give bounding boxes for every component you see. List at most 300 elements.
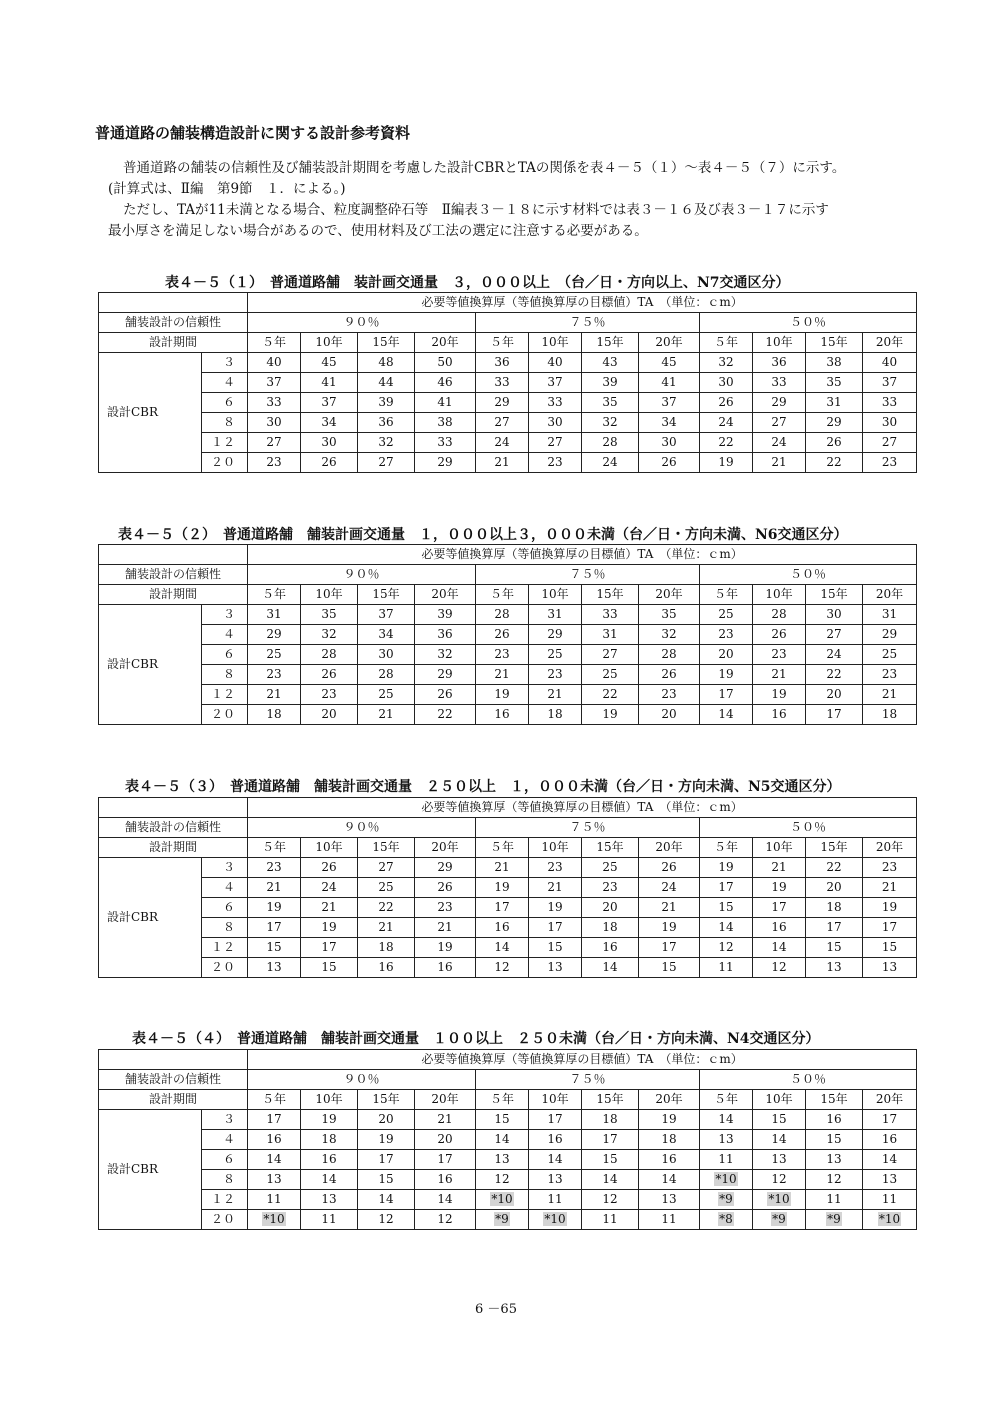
ta-value-cell: 28 [301, 645, 358, 665]
ta-value-cell: 21 [639, 898, 700, 918]
reliability-cell: ５０％ [700, 1070, 917, 1090]
ta-value-cell: 13 [700, 1130, 753, 1150]
ta-value-marked: *10 [768, 1192, 790, 1206]
cbr-value: １２ [202, 685, 248, 705]
ta-value-cell: 17 [358, 1150, 415, 1170]
ta-value-cell: 23 [582, 878, 639, 898]
ta-value-cell: 19 [753, 878, 806, 898]
ta-value-cell-marked [700, 1170, 753, 1190]
ta-value-cell: 23 [700, 625, 753, 645]
ta-value-cell: 19 [582, 705, 639, 725]
ta-value-cell: 12 [700, 938, 753, 958]
year-cell: 10年 [753, 333, 806, 353]
ta-value-cell: 37 [301, 393, 358, 413]
ta-value-cell-marked [476, 1210, 529, 1230]
ta-table-1 [98, 292, 917, 473]
ta-value-cell: 24 [301, 878, 358, 898]
ta-value-cell: 21 [476, 665, 529, 685]
ta-value-cell: 26 [476, 625, 529, 645]
ta-value-cell: 11 [582, 1210, 639, 1230]
reliability-cell: ７５％ [476, 313, 700, 333]
ta-value-marked: *9 [772, 1212, 786, 1226]
ta-value-cell: 16 [301, 1150, 358, 1170]
year-cell: ５年 [476, 1090, 529, 1110]
ta-value-cell: 17 [863, 918, 917, 938]
ta-table-2 [98, 544, 917, 725]
cbr-label: 設計CBR [99, 605, 202, 725]
year-cell: 10年 [529, 333, 582, 353]
ta-value-cell: 30 [806, 605, 863, 625]
ta-value-marked: *10 [491, 1192, 513, 1206]
ta-value-cell-marked [248, 1210, 301, 1230]
ta-value-cell: 37 [529, 373, 582, 393]
table-title-2: 表４－５（２） 普通道路舗 舗装計画交通量 １，０００以上３，０００未満（台／日・方向未満、N6交通区分） [118, 527, 848, 543]
ta-value-cell: 14 [415, 1190, 476, 1210]
year-cell: 15年 [582, 333, 639, 353]
ta-value-cell: 19 [248, 898, 301, 918]
ta-value-cell: 23 [529, 453, 582, 473]
ta-value-cell: 13 [806, 958, 863, 978]
ta-value-cell: 26 [639, 665, 700, 685]
ta-value-cell: 11 [639, 1210, 700, 1230]
ta-value-cell: 25 [863, 645, 917, 665]
ta-value-cell: 36 [358, 413, 415, 433]
ta-value-cell: 30 [863, 413, 917, 433]
ta-value-cell: 33 [863, 393, 917, 413]
ta-value-marked: *9 [719, 1192, 733, 1206]
ta-value-cell: 11 [301, 1210, 358, 1230]
ta-table-4 [98, 1049, 917, 1230]
ta-value-cell: 15 [753, 1110, 806, 1130]
ta-value-cell: 15 [806, 938, 863, 958]
ta-value-cell: 24 [753, 433, 806, 453]
ta-value-cell: 13 [529, 958, 582, 978]
ta-value-cell: 21 [358, 705, 415, 725]
ta-value-cell: 21 [415, 1110, 476, 1130]
ta-value-cell: 13 [248, 958, 301, 978]
ta-value-cell: 26 [301, 858, 358, 878]
ta-value-cell: 28 [358, 665, 415, 685]
ta-value-cell: 30 [358, 645, 415, 665]
year-cell: 15年 [806, 1090, 863, 1110]
page-number: 6 －65 [475, 1302, 517, 1317]
reliability-cell: ７５％ [476, 1070, 700, 1090]
ta-value-cell: 21 [863, 685, 917, 705]
table-row [99, 1210, 917, 1230]
ta-value-cell: 16 [415, 958, 476, 978]
ta-value-cell: 12 [358, 1210, 415, 1230]
cbr-label: 設計CBR [99, 353, 202, 473]
ta-value-cell: 45 [639, 353, 700, 373]
ta-value-cell: 21 [358, 918, 415, 938]
cbr-value: ４ [202, 1130, 248, 1150]
ta-value-cell: 14 [301, 1170, 358, 1190]
ta-header: 必要等値換算厚（等値換算厚の目標値）TA （単位：ｃm） [248, 1050, 917, 1070]
ta-value-cell: 17 [248, 918, 301, 938]
reliability-cell: ５０％ [700, 818, 917, 838]
ta-value-cell: 26 [639, 858, 700, 878]
ta-value-cell: 35 [639, 605, 700, 625]
ta-value-cell: 19 [529, 898, 582, 918]
cbr-value: ３ [202, 353, 248, 373]
ta-value-cell: 15 [806, 1130, 863, 1150]
ta-value-cell: 50 [415, 353, 476, 373]
reliability-label: 舗装設計の信頼性 [99, 818, 248, 838]
ta-value-cell: 27 [358, 453, 415, 473]
ta-value-cell: 20 [700, 645, 753, 665]
ta-value-cell: 16 [248, 1130, 301, 1150]
ta-value-cell: 20 [582, 898, 639, 918]
year-cell: ５年 [476, 838, 529, 858]
ta-value-cell: 23 [248, 453, 301, 473]
reliability-label: 舗装設計の信頼性 [99, 565, 248, 585]
ta-value-cell: 23 [301, 685, 358, 705]
ta-value-cell: 14 [753, 1130, 806, 1150]
ta-value-cell: 12 [582, 1190, 639, 1210]
year-cell: ５年 [248, 1090, 301, 1110]
ta-value-cell: 23 [248, 665, 301, 685]
table-row [99, 878, 917, 898]
table-row [99, 958, 917, 978]
year-cell: 15年 [358, 333, 415, 353]
ta-value-cell: 40 [248, 353, 301, 373]
blank-corner [99, 293, 248, 313]
year-cell: 20年 [863, 838, 917, 858]
ta-value-cell: 26 [806, 433, 863, 453]
reliability-cell: ９０％ [248, 313, 476, 333]
period-label: 設計期間 [99, 838, 248, 858]
year-cell: 10年 [753, 1090, 806, 1110]
ta-value-cell: 28 [753, 605, 806, 625]
cbr-value: ４ [202, 625, 248, 645]
ta-header: 必要等値換算厚（等値換算厚の目標値）TA （単位：ｃm） [248, 545, 917, 565]
ta-value-cell-marked [863, 1210, 917, 1230]
table-row [99, 858, 917, 878]
ta-value-cell: 14 [476, 938, 529, 958]
year-cell: 20年 [863, 585, 917, 605]
ta-value-cell: 23 [863, 453, 917, 473]
ta-value-cell: 37 [358, 605, 415, 625]
ta-value-cell: 31 [863, 605, 917, 625]
intro-text [108, 158, 933, 242]
ta-value-cell: 33 [582, 605, 639, 625]
year-cell: 20年 [415, 1090, 476, 1110]
ta-value-cell: 16 [639, 1150, 700, 1170]
cbr-value: ６ [202, 1150, 248, 1170]
ta-value-cell: 37 [863, 373, 917, 393]
ta-value-cell: 27 [476, 413, 529, 433]
ta-value-cell: 15 [582, 1150, 639, 1170]
year-cell: 15年 [806, 333, 863, 353]
ta-value-cell: 14 [700, 918, 753, 938]
ta-value-cell: 27 [753, 413, 806, 433]
ta-value-cell: 33 [248, 393, 301, 413]
ta-table-3 [98, 797, 917, 978]
ta-value-cell: 30 [529, 413, 582, 433]
ta-value-cell: 11 [700, 1150, 753, 1170]
ta-value-cell: 23 [529, 858, 582, 878]
table-row [99, 1150, 917, 1170]
table-title-1: 表４－５（１） 普通道路舗 装計画交通量 ３，０００以上 （台／日・方向以上、N7交通区分） [165, 275, 790, 291]
table-row [99, 705, 917, 725]
ta-value-cell-marked [529, 1210, 582, 1230]
ta-value-cell: 19 [863, 898, 917, 918]
ta-value-marked: *8 [719, 1212, 733, 1226]
year-cell: 15年 [582, 838, 639, 858]
ta-value-cell: 17 [301, 938, 358, 958]
ta-value-cell: 21 [476, 858, 529, 878]
ta-value-cell: 16 [582, 938, 639, 958]
year-cell: 20年 [639, 1090, 700, 1110]
ta-value-cell: 29 [806, 413, 863, 433]
year-cell: 20年 [639, 585, 700, 605]
reliability-cell: ９０％ [248, 818, 476, 838]
ta-header: 必要等値換算厚（等値換算厚の目標値）TA （単位：ｃm） [248, 798, 917, 818]
ta-value-cell: 48 [358, 353, 415, 373]
ta-value-cell: 14 [863, 1150, 917, 1170]
ta-value-marked: *10 [263, 1212, 285, 1226]
ta-value-cell: 19 [301, 918, 358, 938]
ta-value-cell: 32 [301, 625, 358, 645]
cbr-value: ６ [202, 645, 248, 665]
ta-value-cell: 26 [301, 453, 358, 473]
period-label: 設計期間 [99, 1090, 248, 1110]
ta-value-cell: 23 [639, 685, 700, 705]
ta-value-cell: 18 [358, 938, 415, 958]
ta-value-marked: *9 [827, 1212, 841, 1226]
ta-value-cell: 12 [476, 958, 529, 978]
year-cell: 10年 [529, 585, 582, 605]
ta-value-cell: 19 [700, 665, 753, 685]
ta-value-cell: 27 [806, 625, 863, 645]
year-cell: ５年 [700, 333, 753, 353]
ta-value-cell: 25 [582, 858, 639, 878]
ta-value-cell: 22 [358, 898, 415, 918]
ta-value-cell: 17 [863, 1110, 917, 1130]
ta-value-marked: *10 [544, 1212, 566, 1226]
ta-value-cell: 15 [863, 938, 917, 958]
ta-value-cell: 19 [476, 685, 529, 705]
year-cell: 20年 [639, 333, 700, 353]
ta-value-cell: 13 [529, 1170, 582, 1190]
ta-value-cell: 22 [806, 858, 863, 878]
ta-value-cell: 20 [806, 878, 863, 898]
ta-value-cell: 21 [476, 453, 529, 473]
year-cell: 10年 [301, 1090, 358, 1110]
cbr-value: ２０ [202, 705, 248, 725]
ta-value-cell: 25 [529, 645, 582, 665]
ta-value-cell: 17 [415, 1150, 476, 1170]
ta-value-cell: 18 [301, 1130, 358, 1150]
cbr-value: １２ [202, 433, 248, 453]
ta-value-cell: 25 [358, 878, 415, 898]
ta-value-cell: 38 [415, 413, 476, 433]
ta-value-cell: 34 [301, 413, 358, 433]
ta-value-cell: 26 [301, 665, 358, 685]
ta-value-cell: 14 [248, 1150, 301, 1170]
year-cell: 20年 [863, 1090, 917, 1110]
ta-value-cell: 33 [415, 433, 476, 453]
ta-value-cell: 35 [301, 605, 358, 625]
ta-value-cell: 16 [415, 1170, 476, 1190]
ta-value-cell: 28 [639, 645, 700, 665]
ta-value-cell: 17 [639, 938, 700, 958]
ta-value-cell: 21 [415, 918, 476, 938]
ta-value-cell: 43 [582, 353, 639, 373]
ta-value-cell: 23 [476, 645, 529, 665]
year-cell: 20年 [639, 838, 700, 858]
ta-value-cell: 32 [358, 433, 415, 453]
table-row [99, 373, 917, 393]
ta-value-marked: *10 [878, 1212, 901, 1226]
ta-value-cell: 33 [753, 373, 806, 393]
ta-header: 必要等値換算厚（等値換算厚の目標値）TA （単位：ｃm） [248, 293, 917, 313]
ta-value-cell: 29 [529, 625, 582, 645]
ta-value-cell: 11 [863, 1190, 917, 1210]
ta-value-cell: 14 [476, 1130, 529, 1150]
ta-value-cell: 19 [301, 1110, 358, 1130]
ta-value-cell: 17 [753, 898, 806, 918]
year-cell: ５年 [248, 333, 301, 353]
table-row [99, 413, 917, 433]
ta-value-cell: 12 [753, 1170, 806, 1190]
ta-value-cell: 21 [753, 858, 806, 878]
year-cell: 15年 [806, 838, 863, 858]
intro-line-1: 普通道路の舗装の信頼性及び舗装設計期間を考慮した設計CBRとTAの関係を表４－５（１）～表４－５（７）に示す。 [123, 160, 846, 176]
table-row [99, 918, 917, 938]
ta-value-cell: 17 [476, 898, 529, 918]
ta-value-cell: 17 [529, 918, 582, 938]
ta-value-cell: 11 [700, 958, 753, 978]
ta-value-cell: 18 [529, 705, 582, 725]
ta-value-cell: 36 [476, 353, 529, 373]
ta-value-cell: 31 [582, 625, 639, 645]
table-row [99, 1190, 917, 1210]
cbr-value: ３ [202, 605, 248, 625]
reliability-cell: ９０％ [248, 1070, 476, 1090]
ta-value-cell: 29 [415, 453, 476, 473]
ta-value-cell: 14 [529, 1150, 582, 1170]
ta-value-cell: 19 [639, 1110, 700, 1130]
cbr-value: ４ [202, 878, 248, 898]
ta-value-cell: 25 [700, 605, 753, 625]
year-cell: 15年 [358, 838, 415, 858]
ta-value-cell: 14 [700, 705, 753, 725]
cbr-value: ８ [202, 665, 248, 685]
year-cell: 20年 [415, 838, 476, 858]
year-cell: 15年 [582, 585, 639, 605]
blank-corner [99, 798, 248, 818]
year-cell: 10年 [301, 585, 358, 605]
ta-value-cell: 31 [806, 393, 863, 413]
period-label: 設計期間 [99, 585, 248, 605]
ta-value-cell: 24 [700, 413, 753, 433]
ta-value-cell: 15 [529, 938, 582, 958]
ta-value-marked: *9 [495, 1212, 509, 1226]
table-row [99, 453, 917, 473]
ta-value-cell: 14 [753, 938, 806, 958]
ta-value-cell: 39 [415, 605, 476, 625]
ta-value-cell: 13 [248, 1170, 301, 1190]
ta-value-cell: 28 [582, 433, 639, 453]
ta-value-cell: 30 [248, 413, 301, 433]
year-cell: 15年 [582, 1090, 639, 1110]
ta-value-cell: 29 [476, 393, 529, 413]
ta-value-cell: 26 [639, 453, 700, 473]
ta-value-cell: 11 [806, 1190, 863, 1210]
ta-value-cell: 21 [301, 898, 358, 918]
year-cell: 10年 [301, 333, 358, 353]
ta-value-cell: 28 [476, 605, 529, 625]
ta-value-cell: 41 [415, 393, 476, 413]
ta-value-cell: 13 [639, 1190, 700, 1210]
ta-value-cell: 31 [529, 605, 582, 625]
ta-value-cell: 18 [582, 918, 639, 938]
intro-line-2: (計算式は、Ⅱ編 第9節 １．による。) [108, 181, 346, 197]
reliability-label: 舗装設計の信頼性 [99, 313, 248, 333]
ta-value-cell: 40 [529, 353, 582, 373]
cbr-value: ６ [202, 898, 248, 918]
ta-value-cell: 38 [806, 353, 863, 373]
ta-value-cell: 32 [415, 645, 476, 665]
ta-value-cell: 39 [358, 393, 415, 413]
cbr-value: ８ [202, 1170, 248, 1190]
cbr-value: ３ [202, 858, 248, 878]
ta-value-cell: 18 [863, 705, 917, 725]
cbr-value: １２ [202, 1190, 248, 1210]
year-cell: ５年 [700, 585, 753, 605]
ta-value-cell: 26 [415, 685, 476, 705]
reliability-cell: ５０％ [700, 313, 917, 333]
ta-value-cell: 30 [700, 373, 753, 393]
ta-value-cell: 26 [753, 625, 806, 645]
table-row [99, 938, 917, 958]
ta-value-cell: 29 [753, 393, 806, 413]
ta-value-cell: 19 [639, 918, 700, 938]
ta-value-cell: 31 [248, 605, 301, 625]
ta-value-cell: 15 [301, 958, 358, 978]
ta-value-cell: 20 [415, 1130, 476, 1150]
table-row [99, 685, 917, 705]
ta-value-cell: 14 [639, 1170, 700, 1190]
ta-value-cell: 19 [700, 858, 753, 878]
year-cell: ５年 [248, 585, 301, 605]
ta-value-cell: 25 [248, 645, 301, 665]
ta-value-cell: 41 [301, 373, 358, 393]
table-row [99, 1170, 917, 1190]
year-cell: ５年 [476, 585, 529, 605]
table-row [99, 433, 917, 453]
ta-value-cell: 22 [582, 685, 639, 705]
intro-line-3: ただし、TAが11未満となる場合、粒度調整砕石等 Ⅱ編表３－１８に示す材料では表３－１６及び表３－１７に示す [123, 202, 829, 218]
ta-value-cell: 23 [753, 645, 806, 665]
ta-value-cell: 34 [639, 413, 700, 433]
cbr-label: 設計CBR [99, 1110, 202, 1230]
ta-value-cell: 11 [529, 1190, 582, 1210]
ta-value-cell: 14 [700, 1110, 753, 1130]
year-cell: ５年 [476, 333, 529, 353]
year-cell: 20年 [415, 333, 476, 353]
ta-value-cell-marked [700, 1190, 753, 1210]
year-cell: 10年 [529, 1090, 582, 1110]
ta-value-cell: 15 [248, 938, 301, 958]
table-row [99, 1130, 917, 1150]
ta-value-cell: 30 [639, 433, 700, 453]
ta-value-cell: 14 [358, 1190, 415, 1210]
ta-value-cell: 26 [415, 878, 476, 898]
ta-value-cell: 16 [476, 705, 529, 725]
ta-value-cell: 37 [639, 393, 700, 413]
